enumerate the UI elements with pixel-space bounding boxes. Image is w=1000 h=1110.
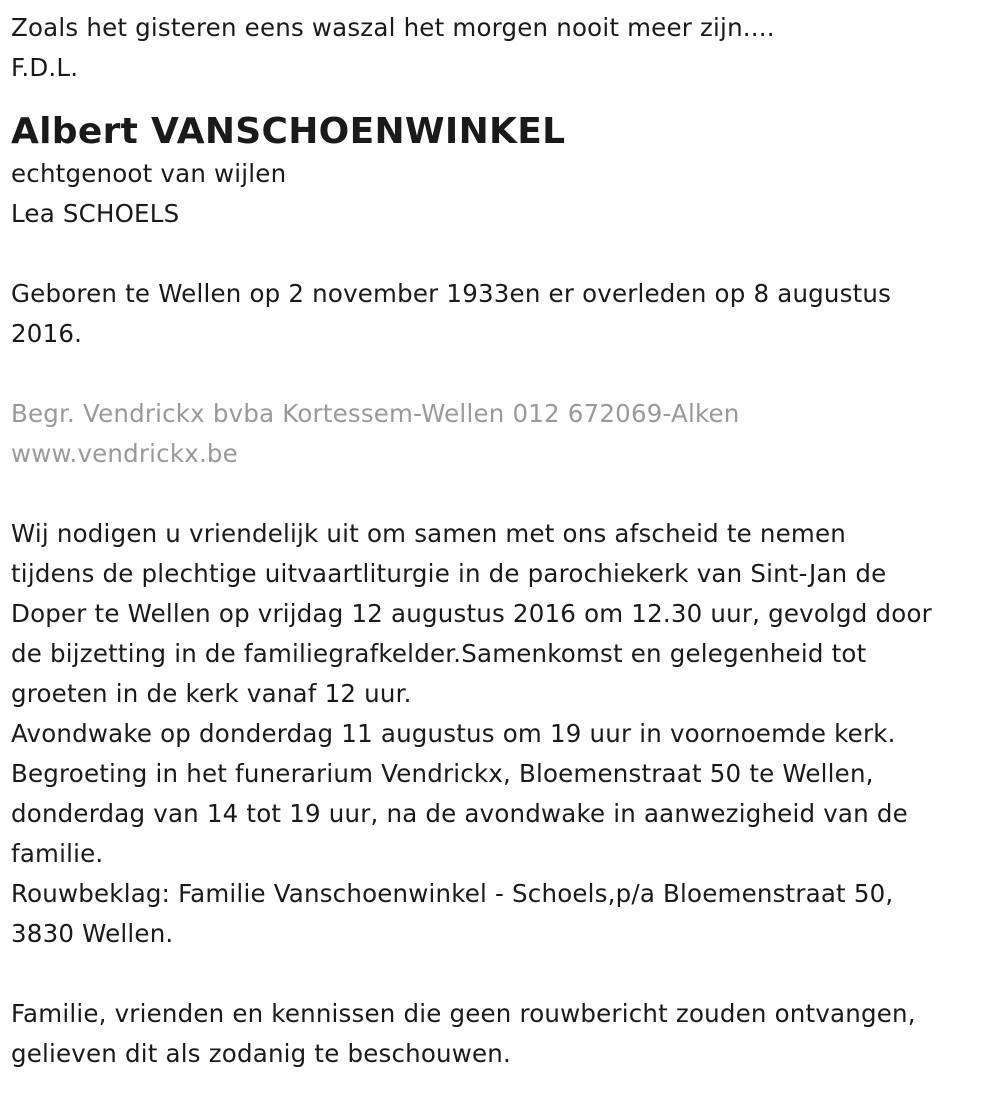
quote-block	[11, 8, 990, 88]
deceased-relation: echtgenoot van wijlen	[11, 159, 287, 188]
undertaker-website: www.vendrickx.be	[11, 439, 238, 468]
invitation-line: Rouwbeklag: Familie Vanschoenwinkel - Schoels,p/a Bloemenstraat 50,	[11, 879, 894, 908]
invitation-line: familie.	[11, 839, 104, 868]
spacer	[11, 234, 990, 274]
spacer	[11, 354, 990, 394]
invitation-block	[11, 514, 990, 954]
invitation-line: 3830 Wellen.	[11, 919, 174, 948]
spouse-name: Lea SCHOELS	[11, 199, 180, 228]
invitation-line: groeten in de kerk vanaf 12 uur.	[11, 679, 412, 708]
birth-death-block	[11, 274, 990, 354]
invitation-line: donderdag van 14 tot 19 uur, na de avondwake in aanwezigheid van de	[11, 799, 908, 828]
invitation-line: Wij nodigen u vriendelijk uit om samen met ons afscheid te nemen	[11, 519, 846, 548]
closing-line: Familie, vrienden en kennissen die geen rouwbericht zouden ontvangen,	[11, 999, 916, 1028]
invitation-line: Doper te Wellen op vrijdag 12 augustus 2016 om 12.30 uur, gevolgd door	[11, 599, 932, 628]
undertaker-block	[11, 394, 990, 474]
closing-block	[11, 994, 990, 1074]
birth-death-line-2: 2016.	[11, 319, 83, 348]
invitation-line: de bijzetting in de familiegrafkelder.Samenkomst en gelegenheid tot	[11, 639, 867, 668]
undertaker-info: Begr. Vendrickx bvba Kortessem-Wellen 012 672069-Alken	[11, 399, 740, 428]
spacer	[11, 474, 990, 514]
invitation-line: tijdens de plechtige uitvaartliturgie in de parochiekerk van Sint-Jan de	[11, 559, 887, 588]
quote-author: F.D.L.	[11, 53, 79, 82]
closing-line: gelieven dit als zodanig te beschouwen.	[11, 1039, 512, 1068]
deceased-block	[11, 110, 990, 234]
quote-text: Zoals het gisteren eens waszal het morgen nooit meer zijn....	[11, 13, 775, 42]
birth-death-line-1: Geboren te Wellen op 2 november 1933en er overleden op 8 augustus	[11, 279, 892, 308]
invitation-line: Avondwake op donderdag 11 augustus om 19 uur in voornoemde kerk.	[11, 719, 896, 748]
deceased-name: Albert VANSCHOENWINKEL	[11, 111, 566, 152]
invitation-line: Begroeting in het funerarium Vendrickx, Bloemenstraat 50 te Wellen,	[11, 759, 874, 788]
spacer	[11, 954, 990, 994]
